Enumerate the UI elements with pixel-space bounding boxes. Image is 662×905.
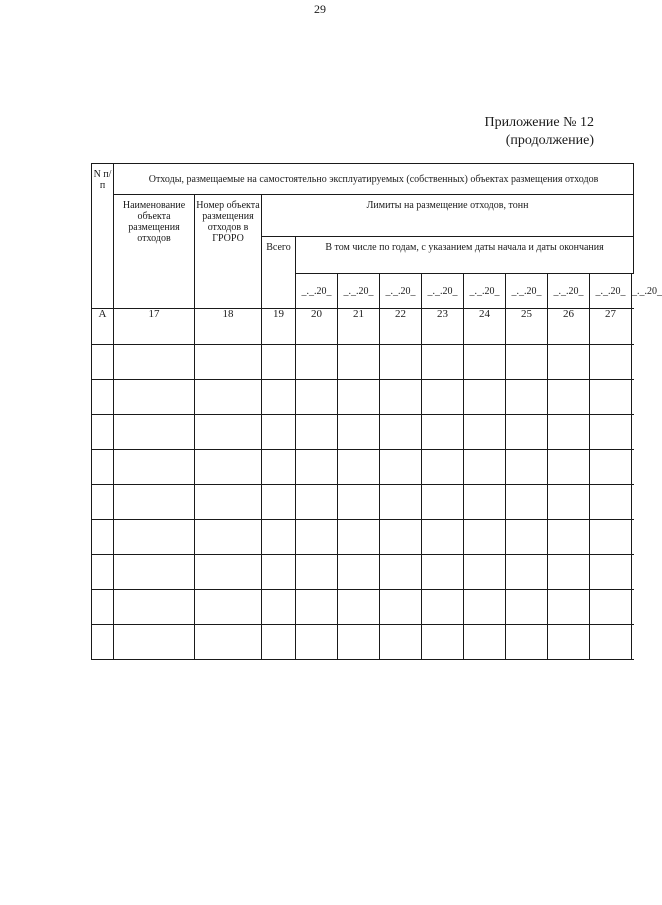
header-n — [92, 164, 114, 309]
table-cell — [195, 485, 262, 520]
header-limits — [262, 195, 634, 237]
table-cell — [114, 415, 195, 450]
column-number-cell: 20 — [296, 309, 338, 345]
limits-title-label: Лимиты на размещение отходов, тонн — [366, 200, 529, 211]
table-cell — [195, 450, 262, 485]
table-cell — [338, 345, 380, 380]
table-edge-cell — [632, 590, 634, 625]
column-number-cell: 23 — [422, 309, 464, 345]
table-edge-cell — [632, 520, 634, 555]
table-cell — [590, 590, 632, 625]
table-row — [92, 345, 634, 380]
table-edge-cell — [632, 485, 634, 520]
table-cell — [422, 380, 464, 415]
table-cell — [195, 625, 262, 660]
table-cell — [296, 520, 338, 555]
table-cell — [338, 555, 380, 590]
year-date-cell: _._.20_ — [464, 274, 506, 309]
table-cell — [590, 380, 632, 415]
table-cell — [114, 555, 195, 590]
table-cell — [590, 485, 632, 520]
table-cell — [422, 415, 464, 450]
table-cell — [506, 555, 548, 590]
table-cell — [262, 485, 296, 520]
header-object-number — [195, 195, 262, 309]
table-cell — [422, 555, 464, 590]
column-number-cell: 17 — [114, 309, 195, 345]
table-cell — [338, 485, 380, 520]
by-years-label: В том числе по годам, с указанием даты начала и даты окончания — [325, 242, 604, 253]
year-date-cell: _._.20_ — [422, 274, 464, 309]
table-edge-cell — [632, 309, 634, 345]
table-cell — [590, 555, 632, 590]
table-cell — [548, 555, 590, 590]
column-number-cell: 22 — [380, 309, 422, 345]
table-cell — [262, 380, 296, 415]
column-number-cell: 25 — [506, 309, 548, 345]
header-by-years — [296, 237, 634, 274]
table-cell — [380, 590, 422, 625]
year-date-cell: _._.20_ — [296, 274, 338, 309]
table-cell — [422, 520, 464, 555]
year-date-cell: _._.20_ — [548, 274, 590, 309]
appendix-subtitle: (продолжение) — [505, 133, 594, 148]
table-row — [92, 380, 634, 415]
table-cell — [464, 485, 506, 520]
table-row — [92, 555, 634, 590]
table-cell — [296, 415, 338, 450]
table-cell — [296, 380, 338, 415]
table-cell — [506, 590, 548, 625]
table-cell — [380, 345, 422, 380]
table-cell — [338, 380, 380, 415]
table-cell — [548, 450, 590, 485]
table-cell — [422, 485, 464, 520]
table-cell — [296, 555, 338, 590]
header-total — [262, 237, 296, 309]
total-label: Всего — [266, 242, 291, 253]
table-cell — [380, 555, 422, 590]
table-cell — [262, 415, 296, 450]
table-edge-cell — [632, 380, 634, 415]
appendix-heading — [485, 114, 595, 150]
table-cell — [548, 485, 590, 520]
table-edge-cell — [632, 450, 634, 485]
table-cell — [114, 520, 195, 555]
table-row — [92, 590, 634, 625]
table-cell — [338, 625, 380, 660]
table-cell — [380, 485, 422, 520]
table-cell — [506, 625, 548, 660]
table-cell — [195, 555, 262, 590]
table-cell — [590, 450, 632, 485]
table-cell — [464, 555, 506, 590]
column-number-cell: 18 — [195, 309, 262, 345]
table-cell — [262, 450, 296, 485]
column-number-cell: 19 — [262, 309, 296, 345]
table-cell — [506, 485, 548, 520]
page-number: 29 — [314, 2, 326, 16]
year-date-cell: _._.20_ — [338, 274, 380, 309]
year-date-cell: _._.20_ — [506, 274, 548, 309]
table-cell — [422, 590, 464, 625]
table-cell — [338, 450, 380, 485]
table-cell — [548, 590, 590, 625]
column-number-cell: 21 — [338, 309, 380, 345]
table-cell — [92, 520, 114, 555]
table-cell — [380, 450, 422, 485]
table-edge-cell — [632, 345, 634, 380]
table-cell — [296, 345, 338, 380]
table-cell — [464, 415, 506, 450]
table-cell — [262, 555, 296, 590]
table-cell — [296, 625, 338, 660]
table-cell — [195, 520, 262, 555]
table-cell — [506, 450, 548, 485]
table-row — [92, 450, 634, 485]
table-cell — [195, 380, 262, 415]
table-cell — [464, 450, 506, 485]
table-cell — [464, 520, 506, 555]
table-cell — [548, 520, 590, 555]
year-date-cell: _._.20_ — [590, 274, 632, 309]
table-cell — [92, 450, 114, 485]
table-cell — [548, 345, 590, 380]
table-cell — [92, 485, 114, 520]
table-cell — [380, 520, 422, 555]
table-cell — [114, 590, 195, 625]
waste-limits-table — [91, 163, 662, 660]
table-cell — [338, 520, 380, 555]
table-edge-cell — [632, 555, 634, 590]
table-cell — [114, 345, 195, 380]
table-cell — [548, 380, 590, 415]
table-row — [92, 485, 634, 520]
table-cell — [92, 415, 114, 450]
table-cell — [262, 625, 296, 660]
table-cell — [590, 625, 632, 660]
table-cell — [114, 450, 195, 485]
table-row — [92, 520, 634, 555]
table-cell — [262, 520, 296, 555]
table-cell — [338, 590, 380, 625]
year-date-cell: _._.20_ — [632, 274, 634, 309]
table-cell — [262, 590, 296, 625]
table-cell — [422, 345, 464, 380]
table-cell — [380, 625, 422, 660]
table-cell — [296, 485, 338, 520]
table-cell — [548, 415, 590, 450]
column-number-cell: 24 — [464, 309, 506, 345]
table-cell — [92, 625, 114, 660]
table-cell — [506, 345, 548, 380]
table-cell — [548, 625, 590, 660]
table-cell — [195, 590, 262, 625]
table-cell — [506, 380, 548, 415]
header-group-title — [114, 164, 634, 195]
table-cell — [338, 415, 380, 450]
table-cell — [464, 345, 506, 380]
table-cell — [590, 345, 632, 380]
table-cell — [92, 555, 114, 590]
table-cell — [464, 380, 506, 415]
table-edge-cell — [632, 415, 634, 450]
table-cell — [92, 345, 114, 380]
object-name-label: Наименование объекта размещения отходов — [122, 200, 186, 244]
column-number-cell: А — [92, 309, 114, 345]
table-cell — [380, 380, 422, 415]
table-row — [92, 625, 634, 660]
table-cell — [195, 345, 262, 380]
table-cell — [296, 590, 338, 625]
appendix-title: Приложение № 12 — [484, 115, 594, 130]
header-object-name — [114, 195, 195, 309]
table-cell — [422, 625, 464, 660]
table-cell — [464, 625, 506, 660]
table-cell — [296, 450, 338, 485]
table-cell — [114, 625, 195, 660]
table-cell — [195, 415, 262, 450]
table-cell — [92, 380, 114, 415]
header-n-label: N п/п — [93, 169, 112, 191]
table-cell — [506, 415, 548, 450]
table-cell — [422, 450, 464, 485]
table-edge-cell — [632, 625, 634, 660]
object-number-label: Номер объекта размещения отходов в ГРОРО — [196, 200, 260, 244]
group-title-label: Отходы, размещаемые на самостоятельно эксплуатируемых (собственных) объектах размещения отходов — [148, 173, 599, 185]
table-cell — [114, 380, 195, 415]
table-cell — [590, 415, 632, 450]
table-cell — [464, 590, 506, 625]
year-date-cell: _._.20_ — [380, 274, 422, 309]
table-cell — [380, 415, 422, 450]
table-row — [92, 415, 634, 450]
table-cell — [262, 345, 296, 380]
table-cell — [92, 590, 114, 625]
column-number-cell: 26 — [548, 309, 590, 345]
table-cell — [114, 485, 195, 520]
table-cell — [506, 520, 548, 555]
table-cell — [590, 520, 632, 555]
column-number-cell: 27 — [590, 309, 632, 345]
